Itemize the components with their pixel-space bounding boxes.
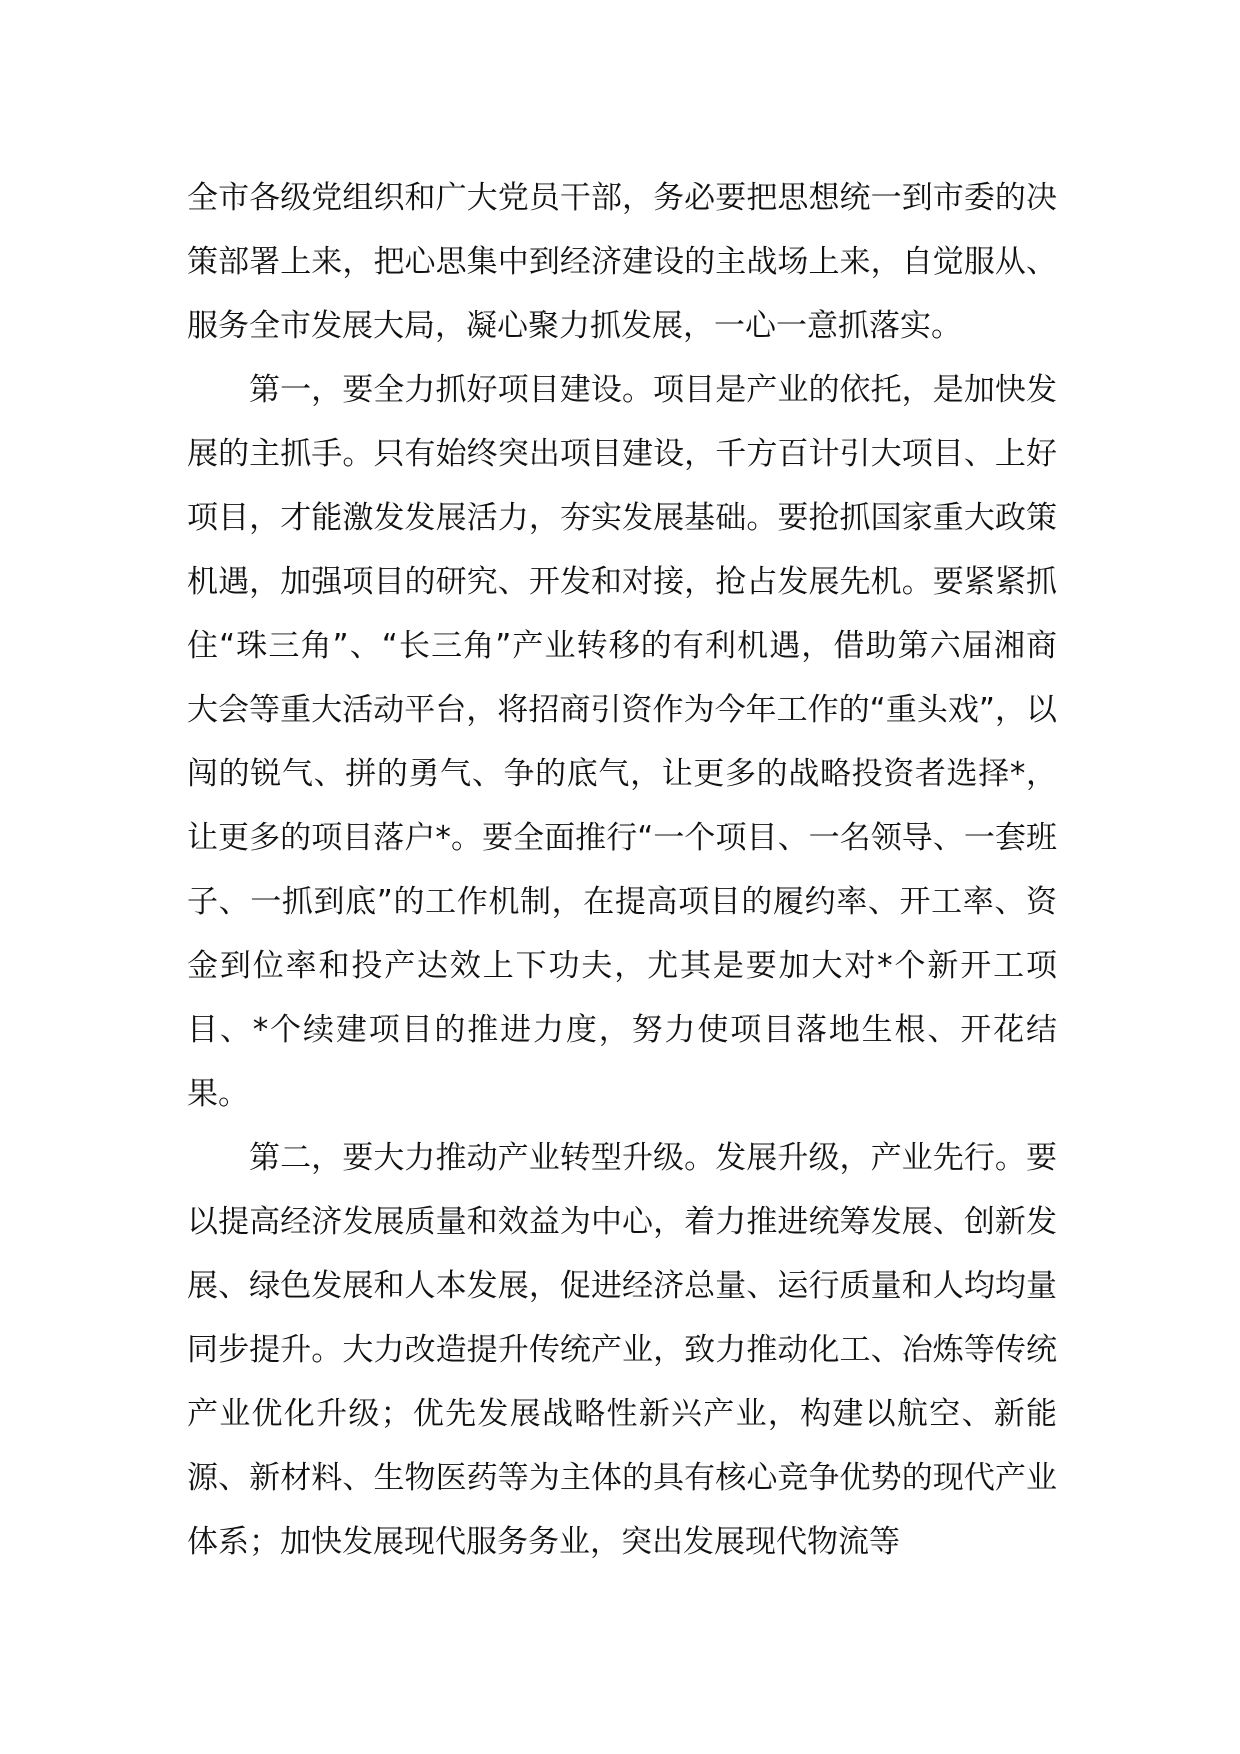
paragraph-industrial-upgrade: 第二，要大力推动产业转型升级。发展升级，产业先行。要以提高经济发展质量和效益为中心，着力推进统筹发展、创新发展、绿色发展和人本发展，促进经济总量、运行质量和人均均量同步提升。大力改造提升传统产业，致力推动化工、冶炼等传统产业优化升级；优先发展战略性新兴产业，构建以航空、新能源、新材料、生物医药等为主体的具有核心竞争优势的现代产业体系；加快发展现代服务务业，突出发展现代物流等 [187,1140,1057,1560]
paragraph-project-construction: 第一，要全力抓好项目建设。项目是产业的依托，是加快发展的主抓手。只有始终突出项目建设，千方百计引大项目、上好项目，才能激发发展活力，夯实发展基础。要抢抓国家重大政策机遇，加强项目的研究、开发和对接，抢占发展先机。要紧紧抓住“珠三角”、“长三角”产业转移的有利机遇，借助第六届湘商大会等重大活动平台，将招商引资作为今年工作的“重头戏”，以闯的锐气、拼的勇气、争的底气，让更多的战略投资者选择*，让更多的项目落户*。要全面推行“一个项目、一名领导、一套班子、一抓到底”的工作机制，在提高项目的履约率、开工率、资金到位率和投产达效上下功夫，尤其是要加大对*个新开工项目、*个续建项目的推进力度，努力使项目落地生根、开花结果。 [187,372,1057,1112]
paragraph-continuation: 全市各级党组织和广大党员干部，务必要把思想统一到市委的决策部署上来，把心思集中到经济建设的主战场上来，自觉服从、服务全市发展大局，凝心聚力抓发展，一心一意抓落实。 [187,180,1057,344]
body-text [187,166,1057,1574]
